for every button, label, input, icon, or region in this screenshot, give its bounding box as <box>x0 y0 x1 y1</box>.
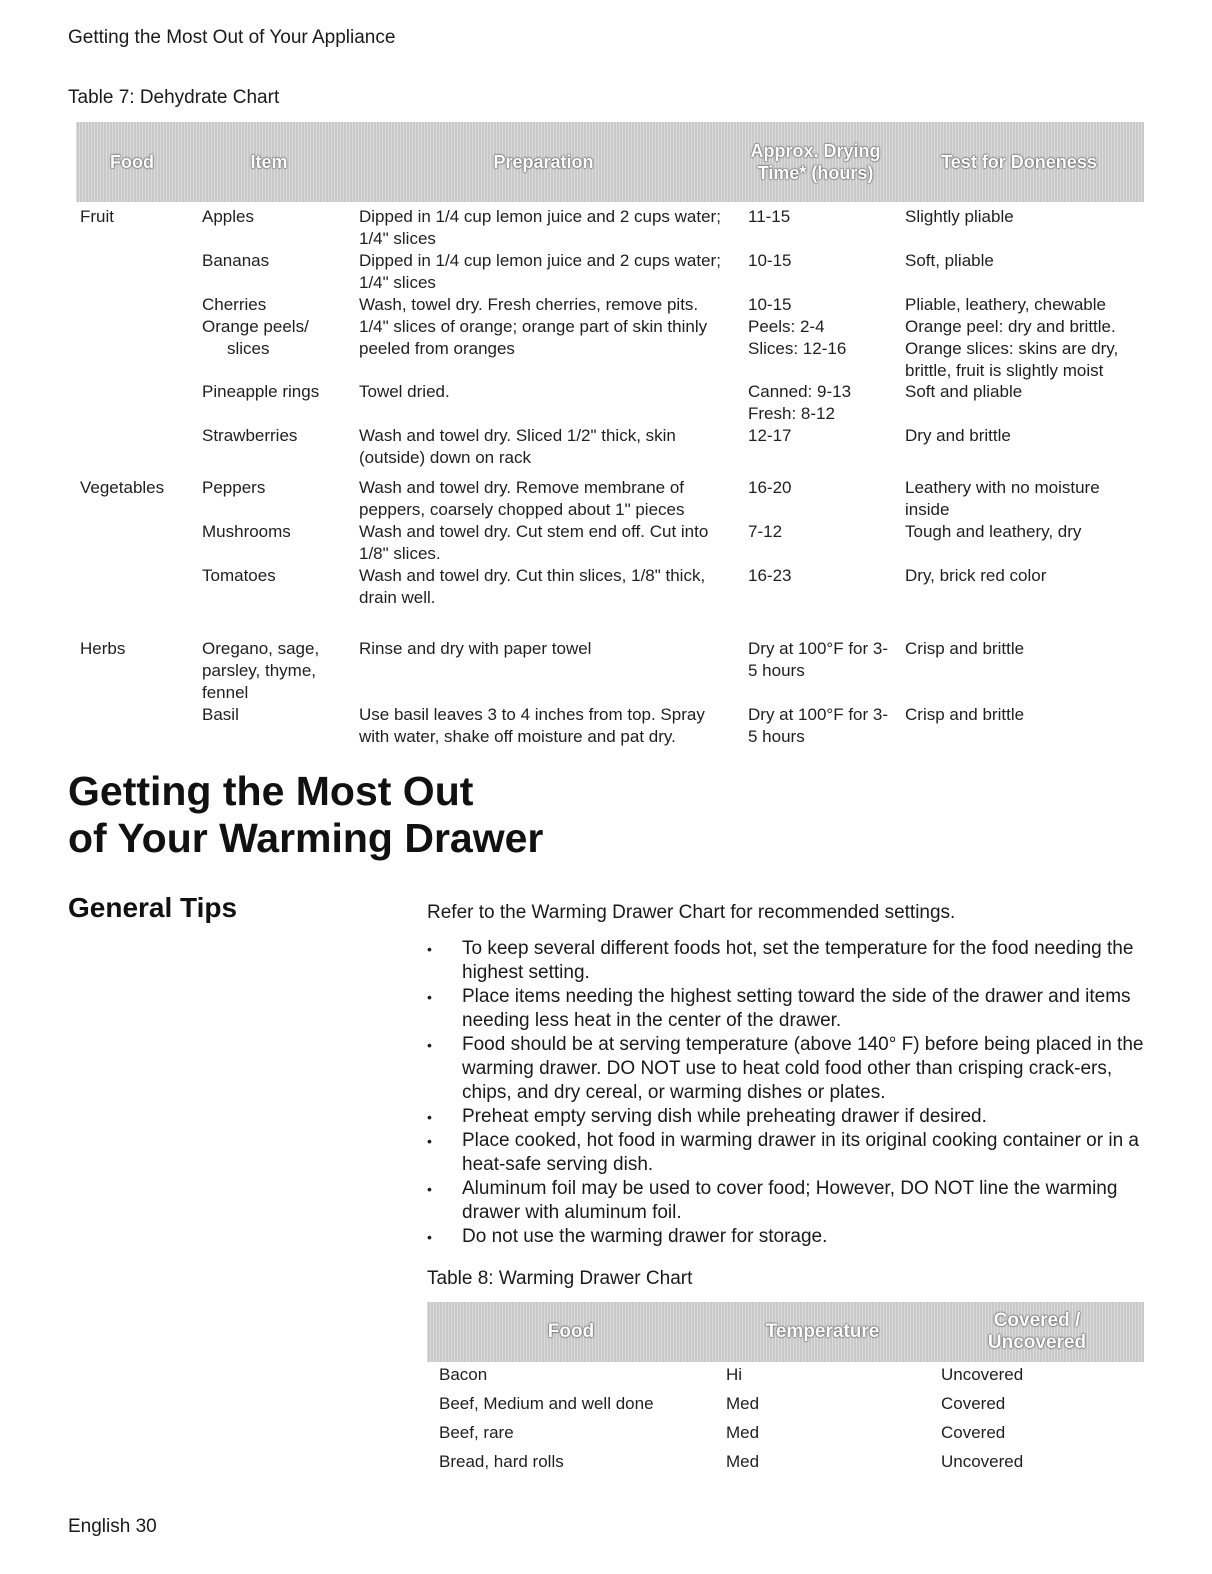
page-title-line1: Getting the Most Out <box>68 768 474 814</box>
table7-drying-time-line1: Peels: 2-4 <box>748 317 825 336</box>
table7-item <box>202 316 352 360</box>
table7-food-category: Herbs <box>80 639 126 658</box>
table7-food-category: Vegetables <box>80 478 165 497</box>
table7-drying-time: 7-12 <box>748 522 783 541</box>
table7-drying-time: 11-15 <box>748 207 791 226</box>
table8-temperature: Hi <box>726 1365 743 1384</box>
table7-item: Tomatoes <box>202 566 276 585</box>
bullet-icon: • <box>427 941 432 957</box>
table7-preparation: Towel dried. <box>359 382 450 401</box>
general-tips-intro: Refer to the Warming Drawer Chart for recommended settings. <box>427 902 956 923</box>
tip-text: Aluminum foil may be used to cover food; However, DO NOT line the warming drawer with aluminum foil. <box>462 1178 1118 1223</box>
general-tips-heading: General Tips <box>68 892 238 923</box>
table7-doneness: Leathery with no moisture inside <box>905 478 1100 519</box>
table7-item: Oregano, sage, parsley, thyme, fennel <box>202 639 320 702</box>
table8-caption: Table 8: Warming Drawer Chart <box>427 1268 693 1289</box>
table8-header-covered <box>930 1302 1144 1362</box>
table7-drying-time <box>748 316 898 360</box>
table8-temperature: Med <box>726 1452 760 1471</box>
table7-drying-time <box>748 381 898 425</box>
table8-food: Beef, rare <box>439 1423 514 1442</box>
table7-drying-time: 10-15 <box>748 251 792 270</box>
table8-food: Bacon <box>439 1365 488 1384</box>
tip-text: Do not use the warming drawer for storage. <box>462 1226 828 1247</box>
table7-header-row <box>76 122 1144 202</box>
table7-doneness: Soft, pliable <box>905 251 994 270</box>
table7-item: Mushrooms <box>202 522 291 541</box>
tip-item <box>427 1033 1147 1105</box>
table7-preparation: Dipped in 1/4 cup lemon juice and 2 cups water; 1/4" slices <box>359 207 721 248</box>
table7-preparation: Wash and towel dry. Cut thin slices, 1/8" thick, drain well. <box>359 566 706 607</box>
table7-preparation: Dipped in 1/4 cup lemon juice and 2 cups water; 1/4" slices <box>359 251 721 292</box>
table8-covered: Covered <box>941 1423 1006 1442</box>
table7-header-time-line2: Time* (hours) <box>757 163 874 183</box>
table7-item: Pineapple rings <box>202 382 320 401</box>
table7-preparation: Use basil leaves 3 to 4 inches from top. Spray with water, shake off moisture and pat dry. <box>359 705 705 746</box>
table7-doneness: Slightly pliable <box>905 207 1014 226</box>
table7-item: Bananas <box>202 251 270 270</box>
tip-text: Preheat empty serving dish while preheating drawer if desired. <box>462 1106 987 1127</box>
running-header: Getting the Most Out of Your Appliance <box>68 27 396 48</box>
bullet-icon: • <box>427 1133 432 1149</box>
table7-header-food: Food <box>110 152 154 172</box>
table7-drying-time-line2: Fresh: 8-12 <box>748 404 835 423</box>
table7-drying-time: Dry at 100°F for 3-5 hours <box>748 639 889 680</box>
table7-item: Strawberries <box>202 426 298 445</box>
table7-preparation: Rinse and dry with paper towel <box>359 639 592 658</box>
table7-drying-time: 16-20 <box>748 478 792 497</box>
table8-food: Beef, Medium and well done <box>439 1394 654 1413</box>
table7-doneness: Pliable, leathery, chewable <box>905 295 1106 314</box>
table7-header-time-line1: Approx. Drying <box>750 141 881 161</box>
table7-item: Peppers <box>202 478 266 497</box>
bullet-icon: • <box>427 989 432 1005</box>
table7-item: Cherries <box>202 295 267 314</box>
table7-doneness: Soft and pliable <box>905 382 1023 401</box>
table8-covered: Uncovered <box>941 1365 1024 1384</box>
table7-item: Basil <box>202 705 239 724</box>
table7-item-line1: Orange peels/ <box>202 317 309 336</box>
bullet-icon: • <box>427 1037 432 1053</box>
table7-preparation: Wash and towel dry. Remove membrane of peppers, coarsely chopped about 1" pieces <box>359 478 685 519</box>
table7-drying-time-line2: Slices: 12-16 <box>748 339 847 358</box>
table7-food-category: Fruit <box>80 207 114 226</box>
table7-drying-time: 12-17 <box>748 426 792 445</box>
table7-preparation: 1/4" slices of orange; orange part of skin thinly peeled from oranges <box>359 317 708 358</box>
tip-item <box>427 937 1147 985</box>
table7-header-preparation: Preparation <box>493 152 594 172</box>
page-title-line2: of Your Warming Drawer <box>68 815 544 861</box>
table8-covered: Uncovered <box>941 1452 1024 1471</box>
page-footer: English 30 <box>68 1516 157 1537</box>
tip-item <box>427 1177 1147 1225</box>
table8-header-temperature: Temperature <box>765 1321 880 1342</box>
table7-item-line2: slices <box>227 339 270 358</box>
table7-doneness: Tough and leathery, dry <box>905 522 1082 541</box>
table7-doneness: Dry, brick red color <box>905 566 1047 585</box>
tip-item <box>427 1105 1147 1129</box>
table7-drying-time: 16-23 <box>748 566 792 585</box>
tip-item <box>427 1129 1147 1177</box>
table7-header-time <box>737 122 894 202</box>
table7-caption: Table 7: Dehydrate Chart <box>68 87 280 108</box>
table7-doneness: Dry and brittle <box>905 426 1011 445</box>
table7-preparation: Wash, towel dry. Fresh cherries, remove pits. <box>359 295 699 314</box>
table7-header-item: Item <box>250 152 288 172</box>
table7-doneness: Crisp and brittle <box>905 705 1025 724</box>
tip-item <box>427 1225 1147 1249</box>
tip-text: Place items needing the highest setting toward the side of the drawer and items needing less heat in the center of the drawer. <box>462 986 1131 1031</box>
table7-item: Apples <box>202 207 254 226</box>
table7-doneness-line2: Orange slices: skins are dry, brittle, fruit is slightly moist <box>905 339 1119 380</box>
table7-preparation: Wash and towel dry. Cut stem end off. Cut into 1/8" slices. <box>359 522 709 563</box>
table8-food: Bread, hard rolls <box>439 1452 564 1471</box>
table8-header-food: Food <box>547 1321 595 1342</box>
table8-temperature: Med <box>726 1394 760 1413</box>
tip-text: Food should be at serving temperature (above 140° F) before being placed in the warming drawer. DO NOT use to heat cold food other than crisping crack-ers, chips, and dry cereal, or warming dishes or plates. <box>462 1034 1144 1103</box>
table8-header-covered-line1: Covered / <box>993 1310 1081 1331</box>
table7-doneness <box>905 316 1140 382</box>
bullet-icon: • <box>427 1229 432 1245</box>
table7-header-test: Test for Doneness <box>941 152 1097 172</box>
table7-doneness: Crisp and brittle <box>905 639 1025 658</box>
page-title <box>68 768 543 862</box>
table7-drying-time: Dry at 100°F for 3-5 hours <box>748 705 889 746</box>
tip-item <box>427 985 1147 1033</box>
tip-text: Place cooked, hot food in warming drawer in its original cooking container or in a heat-safe serving dish. <box>462 1130 1139 1175</box>
tips-list <box>427 937 1147 1249</box>
table8-header-covered-line2: Uncovered <box>987 1332 1087 1353</box>
tip-text: To keep several different foods hot, set the temperature for the food needing the highest setting. <box>462 938 1134 983</box>
bullet-icon: • <box>427 1181 432 1197</box>
table7-drying-time: 10-15 <box>748 295 792 314</box>
table7-doneness-line1: Orange peel: dry and brittle. <box>905 317 1116 336</box>
table8-header-row <box>427 1302 1144 1362</box>
bullet-icon: • <box>427 1109 432 1125</box>
table7-drying-time-line1: Canned: 9-13 <box>748 382 852 401</box>
table7-preparation: Wash and towel dry. Sliced 1/2" thick, skin (outside) down on rack <box>359 426 676 467</box>
table8-temperature: Med <box>726 1423 760 1442</box>
table8-covered: Covered <box>941 1394 1006 1413</box>
